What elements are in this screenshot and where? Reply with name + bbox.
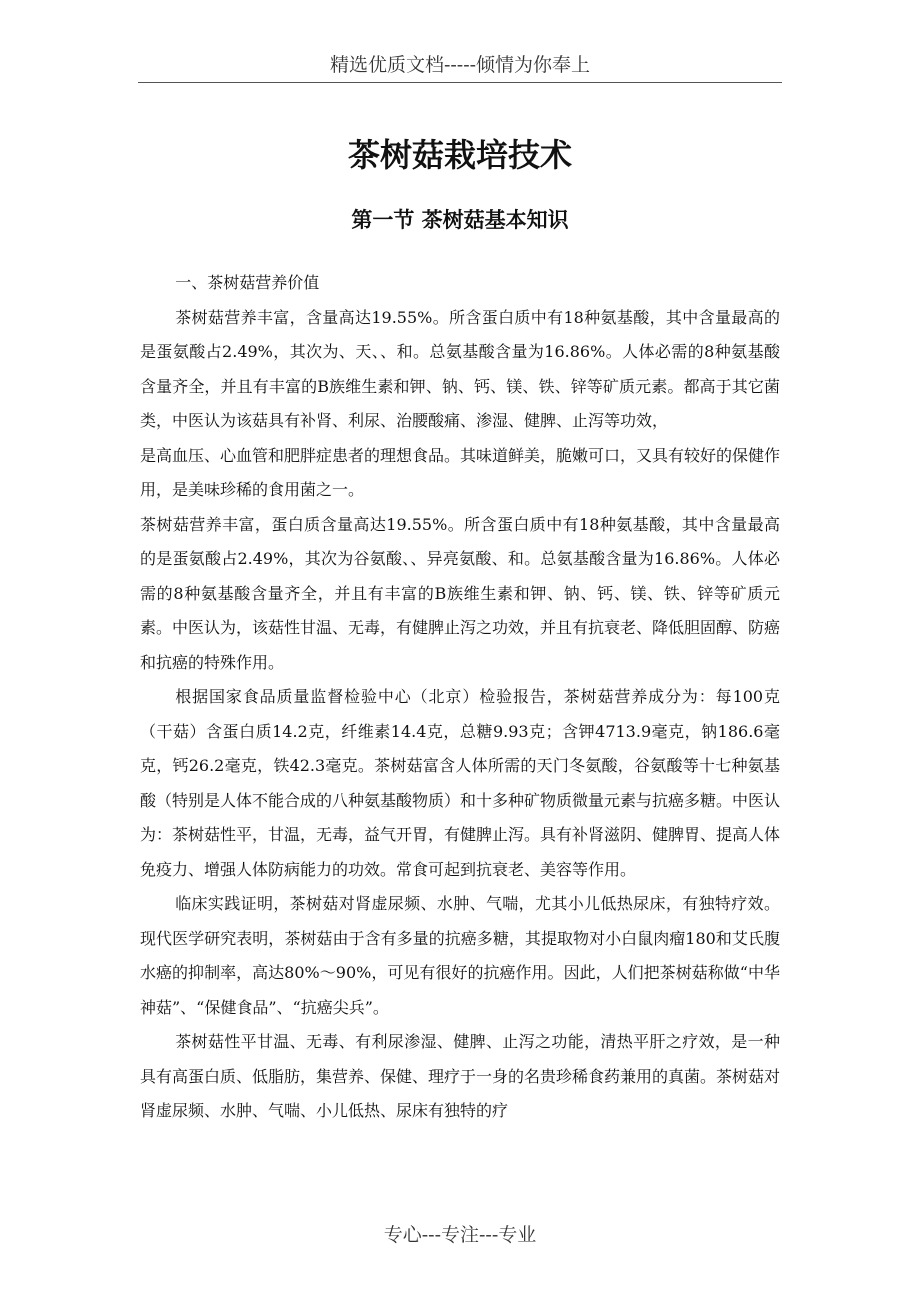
- document-body: [140, 266, 780, 1129]
- paragraph-4: 根据国家食品质量监督检验中心（北京）检验报告，茶树菇营养成分为：每100克（干菇）含蛋白质14.2克，纤维素14.4克，总糖9.93克；含钾4713.9毫克，钠186.6毫克，钙26.2毫克，铁42.3毫克。茶树菇富含人体所需的天门冬氨酸，谷氨酸等十七种氨基酸（特别是人体不能合成的八种氨基酸物质）和十多种矿物质微量元素与抗癌多糖。中医认为：茶树菇性平，甘温，无毒，益气开胃，有健脾止泻。具有补肾滋阴、健脾胃、提高人体免疫力、增强人体防病能力的功效。常食可起到抗衰老、美容等作用。: [140, 687, 781, 879]
- paragraph-6: 茶树菇性平甘温、无毒、有利尿渗湿、健脾、止泻之功能，清热平肝之疗效，是一种具有高蛋白质、低脂肪，集营养、保健、理疗于一身的名贵珍稀食药兼用的真菌。茶树菇对肾虚尿频、水肿、气喘、小儿低热、尿床有独特的疗: [140, 1032, 781, 1120]
- document-title: 茶树菇栽培技术: [347, 136, 572, 174]
- header-divider: [138, 82, 782, 83]
- subheading: 一、茶树菇营养价值: [175, 273, 320, 292]
- section-title: 第一节 茶树菇基本知识: [351, 207, 569, 232]
- page-footer: 专心---专注---专业: [383, 1224, 537, 1246]
- paragraph-1: 茶树菇营养丰富，含量高达19.55%。所含蛋白质中有18种氨基酸，其中含量最高的是蛋氨酸占2.49%，其次为、天、、和。总氨基酸含量为16.86%。人体必需的8种氨基酸含量齐全，并且有丰富的B族维生素和钾、钠、钙、镁、铁、锌等矿质元素。都高于其它菌类，中医认为该菇具有补肾、利尿、治腰酸痛、渗湿、健脾、止泻等功效，: [140, 307, 780, 430]
- paragraph-3: 茶树菇营养丰富，蛋白质含量高达19.55%。所含蛋白质中有18种氨基酸，其中含量最高的是蛋氨酸占2.49%，其次为谷氨酸、、异亮氨酸、和。总氨基酸含量为16.86%。人体必需的8种氨基酸含量齐全，并且有丰富的B族维生素和钾、钠、钙、镁、铁、锌等矿质元素。中医认为，该菇性甘温、无毒，有健脾止泻之功效，并且有抗衰老、降低胆固醇、防癌和抗癌的特殊作用。: [140, 514, 781, 672]
- page-header: 精选优质文档-----倾情为你奉上: [329, 54, 591, 76]
- paragraph-5: 临床实践证明，茶树菇对肾虚尿频、水肿、气喘，尤其小儿低热尿床，有独特疗效。现代医学研究表明，茶树菇由于含有多量的抗癌多糖，其提取物对小白鼠肉瘤180和艾氏腹水癌的抑制率，高达80%～90%，可见有很好的抗癌作用。因此，人们把茶树菇称做“中华神菇”、“保健食品”、“抗癌尖兵”。: [140, 894, 780, 1017]
- paragraph-2: 是高血压、心血管和肥胖症患者的理想食品。其味道鲜美，脆嫩可口，又具有较好的保健作用，是美味珍稀的食用菌之一。: [140, 445, 781, 499]
